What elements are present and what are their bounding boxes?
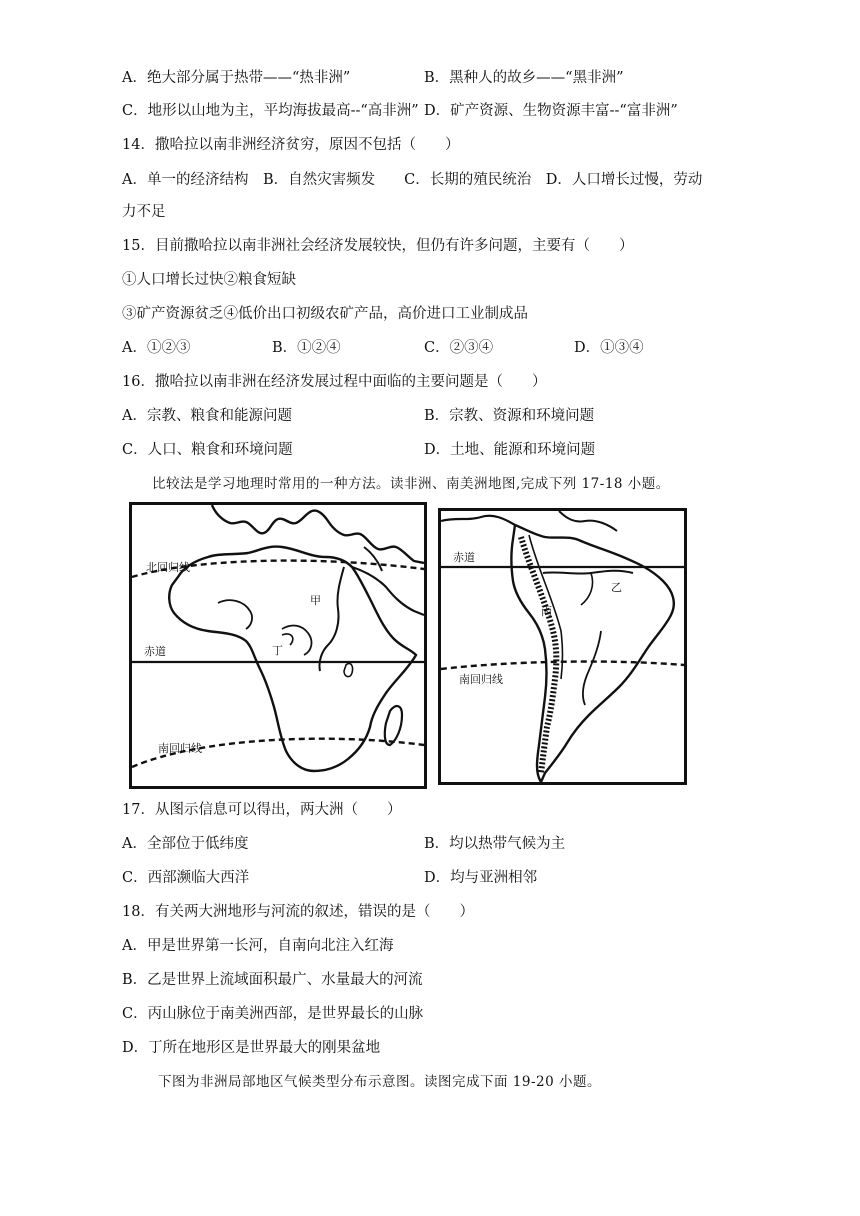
q15-option-b: B．①②④ (272, 340, 341, 356)
q15-option-d: D．①③④ (574, 340, 644, 356)
q13-option-b: B．黑种人的故乡——“黑非洲” (424, 70, 624, 86)
q18-option-a: A．甲是世界第一长河，自南向北注入红海 (122, 938, 394, 954)
q14-stem: 14．撒哈拉以南非洲经济贫穷，原因不包括（ ） (122, 137, 460, 153)
q18-stem: 18．有关两大洲地形与河流的叙述，错误的是（ ） (122, 904, 474, 920)
q18-option-b: B．乙是世界上流域面积最广、水量最大的河流 (122, 972, 423, 988)
africa-label-jia: 甲 (310, 594, 321, 607)
sa-label-bing: 丙 (541, 605, 552, 618)
q18-option-c: C．丙山脉位于南美洲西部，是世界最长的山脉 (122, 1006, 424, 1022)
south-america-map (438, 508, 687, 785)
africa-label-ding: 丁 (272, 644, 283, 657)
africa-equator-label: 赤道 (144, 645, 166, 658)
q16-option-a: A．宗教、粮食和能源问题 (122, 408, 292, 424)
q18-option-d: D．丁所在地形区是世界最大的刚果盆地 (122, 1040, 381, 1056)
intro-19-20: 下图为非洲局部地区气候类型分布示意图。读图完成下面 19-20 小题。 (158, 1074, 601, 1090)
q17-option-c: C．西部濒临大西洋 (122, 870, 250, 886)
africa-tropic-south-label: 南回归线 (158, 742, 202, 755)
sa-label-yi: 乙 (611, 581, 622, 594)
q16-option-d: D．土地、能源和环境问题 (424, 442, 596, 458)
q14-options-wrap: 力不足 (122, 204, 166, 220)
q13-option-c: C．地形以山地为主，平均海拔最高--“高非洲” (122, 103, 419, 119)
q13-option-d: D．矿产资源、生物资源丰富--“富非洲” (424, 103, 678, 119)
q16-option-b: B．宗教、资源和环境问题 (424, 408, 595, 424)
q14-options: A．单一的经济结构 B．自然灾害频发 C．长期的殖民统治 D．人口增长过慢，劳动 (122, 172, 703, 188)
q13-option-a: A．绝大部分属于热带——“热非洲” (122, 70, 351, 86)
q16-option-c: C．人口、粮食和环境问题 (122, 442, 293, 458)
q17-option-d: D．均与亚洲相邻 (424, 870, 538, 886)
sa-tropic-south-label: 南回归线 (459, 673, 503, 686)
q16-stem: 16．撒哈拉以南非洲在经济发展过程中面临的主要问题是（ ） (122, 374, 547, 390)
africa-map (129, 502, 427, 789)
q17-option-b: B．均以热带气候为主 (424, 836, 566, 852)
intro-17-18: 比较法是学习地理时常用的一种方法。读非洲、南美洲地图,完成下列 17-18 小题。 (152, 476, 670, 492)
sa-equator-label: 赤道 (453, 551, 475, 564)
q17-stem: 17．从图示信息可以得出，两大洲（ ） (122, 802, 402, 818)
q15-option-c: C．②③④ (424, 340, 494, 356)
africa-tropic-north-label: 北回归线 (146, 561, 190, 574)
q15-item-1: ①人口增长过快②粮食短缺 (122, 272, 296, 288)
q15-item-2: ③矿产资源贫乏④低价出口初级农矿产品，高价进口工业制成品 (122, 306, 528, 322)
q17-option-a: A．全部位于低纬度 (122, 836, 249, 852)
q15-option-a: A．①②③ (122, 340, 191, 356)
q15-stem: 15．目前撒哈拉以南非洲社会经济发展较快，但仍有许多问题，主要有（ ） (122, 238, 634, 254)
